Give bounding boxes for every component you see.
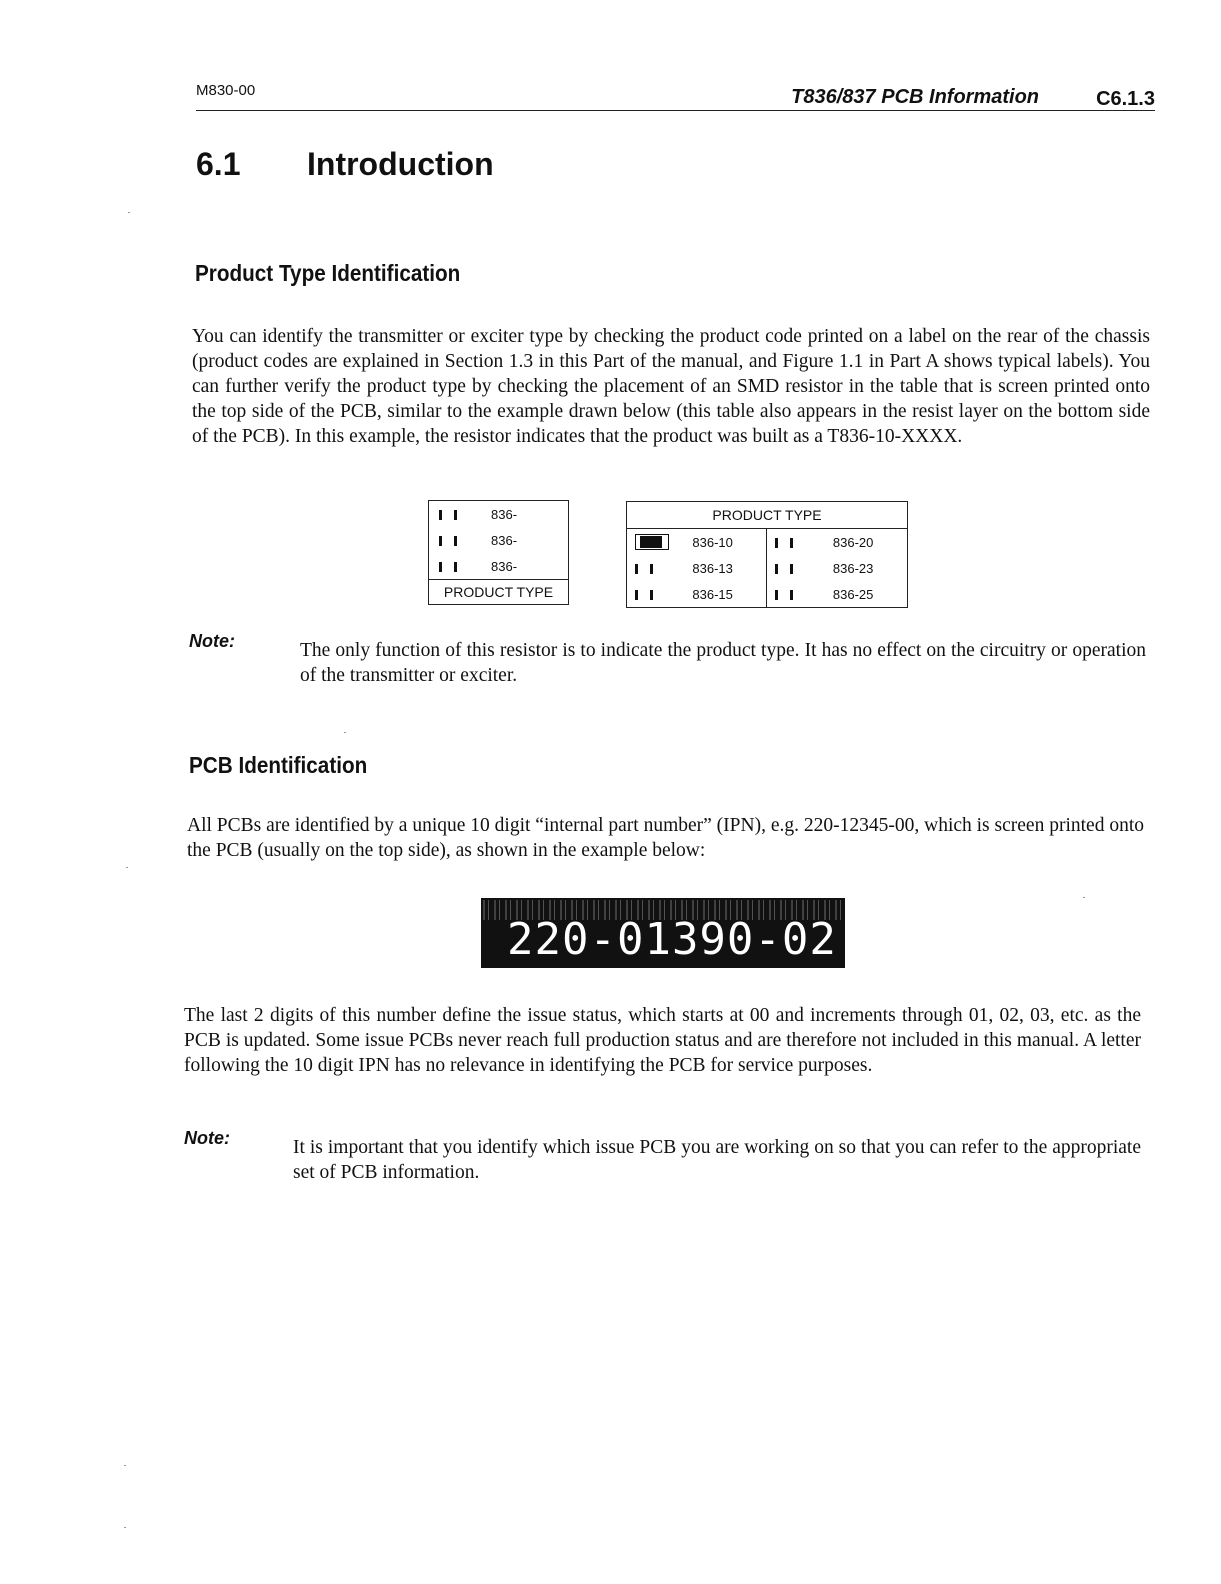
product-type-text: You can identify the transmitter or exciter type by checking the product code printed on a label on the rear of the chassis (product codes are explained in Section 1.3 in this Part of the manual, and Figure 1.1 in Part A shows typical labels). You can further verify the product type by checking the placement of an SMD resistor in the table that is screen printed onto the top side of the PCB, similar to the example drawn below (this table also appears in the resist layer on the bottom side of the PCB). In this example, the resistor indicates that the product was built as a T836-10-XXXX. (192, 326, 1150, 447)
table-row (429, 580, 569, 605)
table-row (627, 529, 908, 556)
scan-speck (128, 212, 130, 213)
table-cell: 836-23 (832, 560, 874, 576)
table-header-row (627, 502, 908, 529)
table-row (429, 527, 569, 553)
document-id: M830-00 (196, 82, 256, 99)
scan-speck (124, 1465, 126, 1466)
table-cell: 836-10 (692, 534, 733, 550)
table-label: PRODUCT TYPE (429, 580, 569, 605)
note-text: It is important that you identify which issue PCB you are working on so that you can refer to the appropriate set of PCB information. (293, 1137, 1141, 1183)
table-cell: 836- (491, 532, 518, 548)
header-rule (196, 110, 1155, 111)
table-row (627, 581, 908, 608)
smd-resistor-icon (627, 529, 693, 556)
table-row (429, 501, 569, 528)
ipn-number: 220-01390-02 (507, 914, 837, 965)
table-cell: 836-13 (692, 560, 733, 576)
resistor-pads (767, 581, 833, 608)
resistor-pads (429, 553, 492, 580)
pcb-id-heading: PCB Identification (189, 752, 368, 778)
resistor-pads (767, 529, 833, 556)
section-number: 6.1 (196, 146, 241, 182)
scan-speck (124, 1527, 126, 1528)
issue-status-paragraph: The last 2 digits of this number define the issue status, which starts at 00 and increments through 01, 02, 03, etc. as the PCB is updated. Some issue PCBs never reach full production status and are therefore not included in this manual. A letter following the 10 digit IPN has no relevance in identifying the PCB for service purposes. (184, 1005, 1141, 1076)
table-header: PRODUCT TYPE (627, 502, 908, 529)
page-code: C6.1.3 (1096, 88, 1155, 110)
resistor-pads (429, 501, 492, 528)
table-row (429, 553, 569, 580)
ipn-label-image (481, 898, 845, 968)
resistor-pads (767, 555, 833, 581)
running-title: T836/837 PCB Information (791, 86, 1039, 108)
table-cell: 836-25 (832, 586, 874, 602)
section-title: Introduction (307, 146, 494, 182)
table-cell: 836- (491, 506, 518, 522)
note-label: Note: (189, 631, 235, 651)
note-text: The only function of this resistor is to indicate the product type. It has no effect on the circuitry or operation of the transmitter or exciter. (300, 640, 1146, 686)
scan-speck (344, 732, 346, 733)
resistor-pads (627, 581, 693, 608)
table-cell: 836- (491, 558, 518, 574)
product-type-heading: Product Type Identification (195, 260, 461, 286)
product-type-table-left (428, 500, 569, 605)
table-cell: 836-15 (692, 586, 733, 602)
product-type-table-right (626, 501, 908, 608)
note-label: Note: (184, 1128, 230, 1148)
scan-speck (1083, 897, 1085, 898)
product-type-paragraph (192, 324, 1150, 449)
table-cell: 836-20 (832, 534, 874, 550)
pcb-id-paragraph: All PCBs are identified by a unique 10 digit “internal part number” (IPN), e.g. 220-12345-00, which is screen printed onto the PCB (usually on the top side), as shown in the example below: (187, 815, 1144, 861)
resistor-pads (627, 555, 693, 581)
resistor-pads (429, 527, 492, 553)
scan-speck (126, 867, 128, 868)
table-row (627, 555, 908, 581)
